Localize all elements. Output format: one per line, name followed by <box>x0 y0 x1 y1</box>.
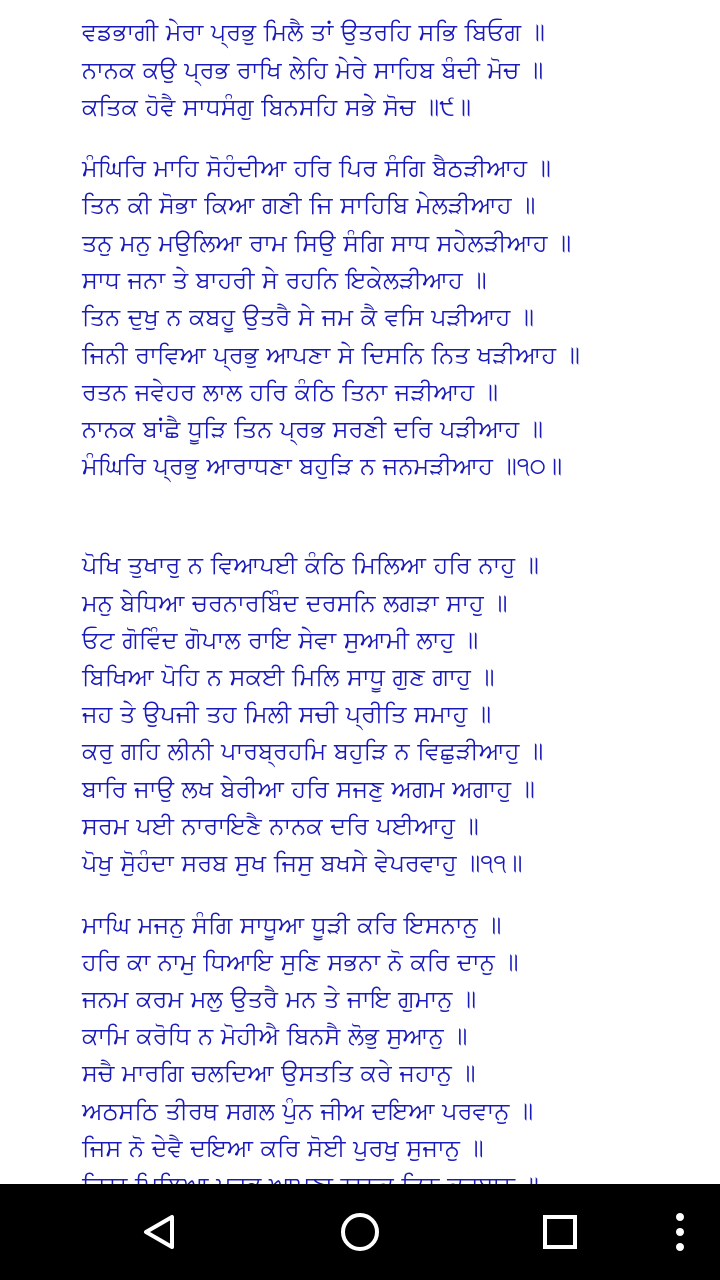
verse-line: ਮਾਘਿ ਮਜਨੁ ਸੰਗਿ ਸਾਧੂਆ ਧੂੜੀ ਕਰਿ ਇਸਨਾਨੁ ॥ <box>82 911 502 939</box>
verse-line: ਬਿਖਿਆ ਪੋਹਿ ਨ ਸਕਈ ਮਿਲਿ ਸਾਧੂ ਗੁਣ ਗਾਹੁ ॥ <box>82 663 495 691</box>
verse-line: ਨਾਨਕ ਕਉ ਪ੍ਰਭ ਰਾਖਿ ਲੇਹਿ ਮੇਰੇ ਸਾਹਿਬ ਬੰਦੀ ਮੋਚ ॥ <box>82 56 544 84</box>
overflow-menu-button[interactable] <box>650 1184 710 1280</box>
verse-line: ਜਿਸ ਨੋ ਦੇਵੈ ਦਇਆ ਕਰਿ ਸੋਈ ਪੁਰਖੁ ਸੁਜਾਨੁ ॥ <box>82 1134 484 1162</box>
verse-line: ਵਡਭਾਗੀ ਮੇਰਾ ਪ੍ਰਭੁ ਮਿਲੈ ਤਾਂ ਉਤਰਹਿ ਸਭਿ ਬਿਓਗ ॥ <box>82 18 545 46</box>
verse-line: ਸਾਧ ਜਨਾ ਤੇ ਬਾਹਰੀ ਸੇ ਰਹਨਿ ਇਕੇਲੜੀਆਹ ॥ <box>82 266 487 294</box>
home-circle-icon <box>338 1210 382 1254</box>
verse-line: ਮਨੁ ਬੇਧਿਆ ਚਰਨਾਰਬਿੰਦ ਦਰਸਨਿ ਲਗੜਾ ਸਾਹੁ ॥ <box>82 589 508 617</box>
verse-line: ਤਿਨ ਦੁਖੁ ਨ ਕਬਹੂ ਉਤਰੈ ਸੇ ਜਮ ਕੈ ਵਸਿ ਪੜੀਆਹ ॥ <box>82 303 535 331</box>
home-button[interactable] <box>310 1184 410 1280</box>
back-triangle-icon <box>140 1212 180 1252</box>
verse-line: ਕਰੁ ਗਹਿ ਲੀਨੀ ਪਾਰਬ੍ਰਹਮਿ ਬਹੁੜਿ ਨ ਵਿਛੁੜੀਆਹੁ ॥ <box>82 737 544 765</box>
verse-line: ਕਤਿਕ ਹੋਵੈ ਸਾਧਸੰਗੁ ਬਿਨਸਹਿ ਸਭੇ ਸੋਚ ॥੯॥ <box>82 93 472 121</box>
verse-line: ਓਟ ਗੋਵਿੰਦ ਗੋਪਾਲ ਰਾਇ ਸੇਵਾ ਸੁਆਮੀ ਲਾਹੁ ॥ <box>82 626 479 654</box>
verse-line: ਬਾਰਿ ਜਾਉ ਲਖ ਬੇਰੀਆ ਹਰਿ ਸਜਣੁ ਅਗਮ ਅਗਾਹੁ ॥ <box>82 775 535 803</box>
verse-line: ਜਿਨੀ ਰਾਵਿਆ ਪ੍ਰਭੁ ਆਪਣਾ ਸੇ ਦਿਸਨਿ ਨਿਤ ਖੜੀਆਹ ॥ <box>82 341 580 369</box>
verse-line: ਰਤਨ ਜਵੇਹਰ ਲਾਲ ਹਰਿ ਕੰਠਿ ਤਿਨਾ ਜੜੀਆਹ ॥ <box>82 378 499 406</box>
verse-line: ਤਨੁ ਮਨੁ ਮਉਲਿਆ ਰਾਮ ਸਿਉ ਸੰਗਿ ਸਾਧ ਸਹੇਲੜੀਆਹ ॥ <box>82 229 572 257</box>
verse-line: ਮੰਘਿਰਿ ਪ੍ਰਭੁ ਆਰਾਧਣਾ ਬਹੁੜਿ ਨ ਜਨਮੜੀਆਹ ॥੧੦॥ <box>82 452 563 480</box>
verse-line: ਮੰਘਿਰਿ ਮਾਹਿ ਸੋਹੰਦੀਆ ਹਰਿ ਪਿਰ ਸੰਗਿ ਬੈਠੜੀਆਹ ॥ <box>82 154 551 182</box>
verse-line: ਜਨਮ ਕਰਮ ਮਲੁ ਉਤਰੈ ਮਨ ਤੇ ਜਾਇ ਗੁਮਾਨੁ ॥ <box>82 985 477 1013</box>
verse-line: ਸਚੈ ਮਾਰਗਿ ਚਲਦਿਆ ਉਸਤਤਿ ਕਰੇ ਜਹਾਨੁ ॥ <box>82 1059 476 1087</box>
recents-square-icon <box>540 1212 580 1252</box>
verse-line: ਹਰਿ ਕਾ ਨਾਮੁ ਧਿਆਇ ਸੁਣਿ ਸਭਨਾ ਨੋ ਕਰਿ ਦਾਨੁ ॥ <box>82 948 519 976</box>
verse-line: ਅਠਸਠਿ ਤੀਰਥ ਸਗਲ ਪੁੰਨ ਜੀਅ ਦਇਆ ਪਰਵਾਨੁ ॥ <box>82 1097 534 1125</box>
overflow-menu-icon <box>673 1212 687 1252</box>
verse-line: ਪੋਖਿ ਤੁਖਾਰੁ ਨ ਵਿਆਪਈ ਕੰਠਿ ਮਿਲਿਆ ਹਰਿ ਨਾਹੁ ॥ <box>82 551 539 579</box>
verse-line: ਕਾਮਿ ਕਰੋਧਿ ਨ ਮੋਹੀਐ ਬਿਨਸੈ ਲੋਭੁ ਸੁਆਨੁ ॥ <box>82 1022 468 1050</box>
verse-line: ਜਹ ਤੇ ਉਪਜੀ ਤਹ ਮਿਲੀ ਸਚੀ ਪ੍ਰੀਤਿ ਸਮਾਹੁ ॥ <box>82 700 492 728</box>
recents-button[interactable] <box>510 1184 610 1280</box>
verse-line: ਨਾਨਕ ਬਾਂਛੈ ਧੂੜਿ ਤਿਨ ਪ੍ਰਭ ਸਰਣੀ ਦਰਿ ਪੜੀਆਹ ॥ <box>82 415 544 443</box>
back-button[interactable] <box>110 1184 210 1280</box>
verse-line: ਸਰਮ ਪਈ ਨਾਰਾਇਣੈ ਨਾਨਕ ਦਰਿ ਪਈਆਹੁ ॥ <box>82 812 479 840</box>
system-navigation-bar <box>0 1184 720 1280</box>
verse-line: ਪੋਖੁ ਸੋੁਹੰਦਾ ਸਰਬ ਸੁਖ ਜਿਸੁ ਬਖਸੇ ਵੇਪਰਵਾਹੁ ॥੧੧॥ <box>82 849 523 877</box>
verse-line: ਤਿਨ ਕੀ ਸੋਭਾ ਕਿਆ ਗਣੀ ਜਿ ਸਾਹਿਬਿ ਮੇਲੜੀਆਹ ॥ <box>82 191 536 219</box>
